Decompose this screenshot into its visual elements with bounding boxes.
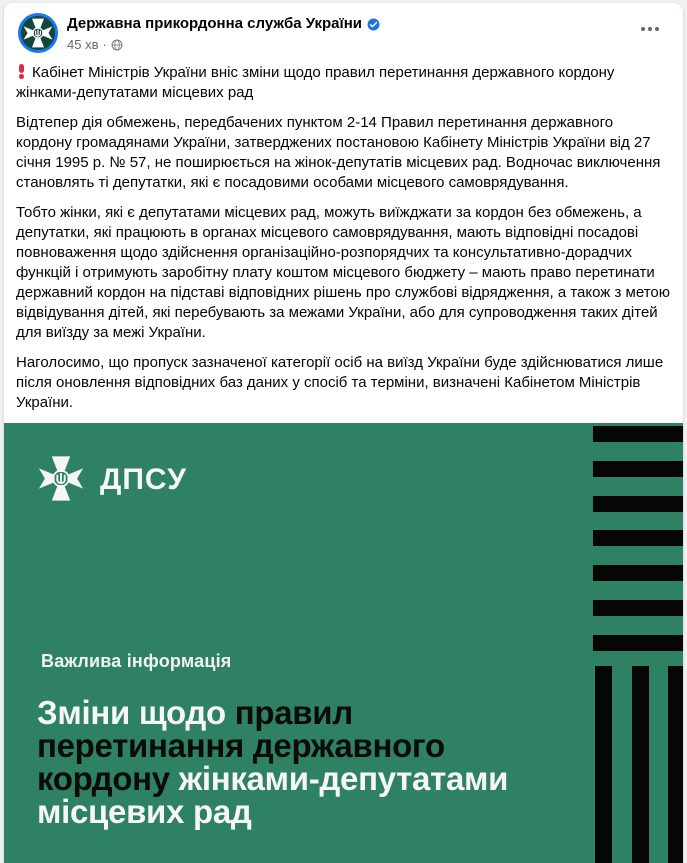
dot-separator: · [102,37,107,52]
paragraph-text: Кабінет Міністрів України вніс зміни щодо правил перетинання державного кордону жінками-депутатами місцевих рад [16,64,615,101]
stripe [593,635,683,651]
post-timestamp[interactable] [67,36,380,53]
horizontal-stripes-pattern [593,423,683,663]
post-image[interactable] [4,423,683,863]
stripe [593,530,683,546]
headline-line-3 [37,762,508,795]
dpsu-logo [38,452,187,505]
post-paragraph-2: Відтепер дія обмежень, передбачених пунктом 2-14 Правил перетинання державного кордону громадянами України, затверджених постановою Кабінету Міністрів України від 27 січня 1995 р. № 57, не поширюється на жінок-депутатів місцевих рад. Водночас виключення становлять ті депутатки, які є посадовими особами місцевого самоврядування. [16,114,661,191]
headline-segment: перетинання державного [37,727,445,764]
red-exclamation-icon [18,64,25,79]
headline-segment: Зміни щодо [37,694,235,731]
headline-line-2 [37,729,508,762]
post-paragraph-3: Тобто жінки, які є депутатами місцевих рад, можуть виїжджати за кордон без обмежень, а депутатки, які працюють в органах місцевого самоврядування, мають відповідні посадові повноваження щодо здійснення організаційно-розпорядчих та консультативно-дорадчих функцій і отримують заробітну плату коштом місцевого бюджету – мають право перетинати державний кордон на підставі відповідних рішень про службові відрядження, а також з метою відвідування дітей, які перебувають за межами України, або для супроводження таких дітей для виїзду за межі України. [16,204,671,341]
stripe [593,461,683,477]
headline-segment: кордону [37,760,179,797]
headline-segment: місцевих рад [37,793,252,830]
page-name: Державна прикордонна служба України [67,15,363,32]
bar [632,666,649,863]
dpsu-logo-text: ДПСУ [100,462,187,496]
bar [668,666,683,863]
image-badge-label: Важлива інформація [41,651,232,671]
globe-privacy-icon [111,39,123,51]
post-paragraph-1 [16,63,671,103]
post-paragraph-4: Наголосимо, що пропуск зазначеної категорії осіб на виїзд України буде здійснюватися лише після оновлення відповідних баз даних у спосіб та терміни, визначені Кабінетом Міністрів України. [16,354,664,411]
post-options-menu-icon[interactable] [635,21,665,37]
stripe [593,496,683,512]
dpsu-cross-emblem-icon [38,452,84,505]
page-avatar[interactable] [18,13,58,53]
stripe [593,426,683,442]
bar [595,666,612,863]
dpsu-cross-emblem-icon [23,18,53,48]
headline-segment: правил [234,694,353,731]
headline-segment: жінками-депутатами [178,760,509,797]
stripe [593,600,683,616]
facebook-post-card [4,3,683,863]
verified-badge-icon [367,18,380,31]
post-header [4,3,683,53]
image-headline [37,696,508,828]
post-body [4,53,683,413]
page-name-link[interactable] [67,14,380,34]
headline-line-4 [37,795,508,828]
headline-line-1 [37,696,508,729]
timestamp-text: 45 хв [67,37,99,52]
stripe [593,565,683,581]
